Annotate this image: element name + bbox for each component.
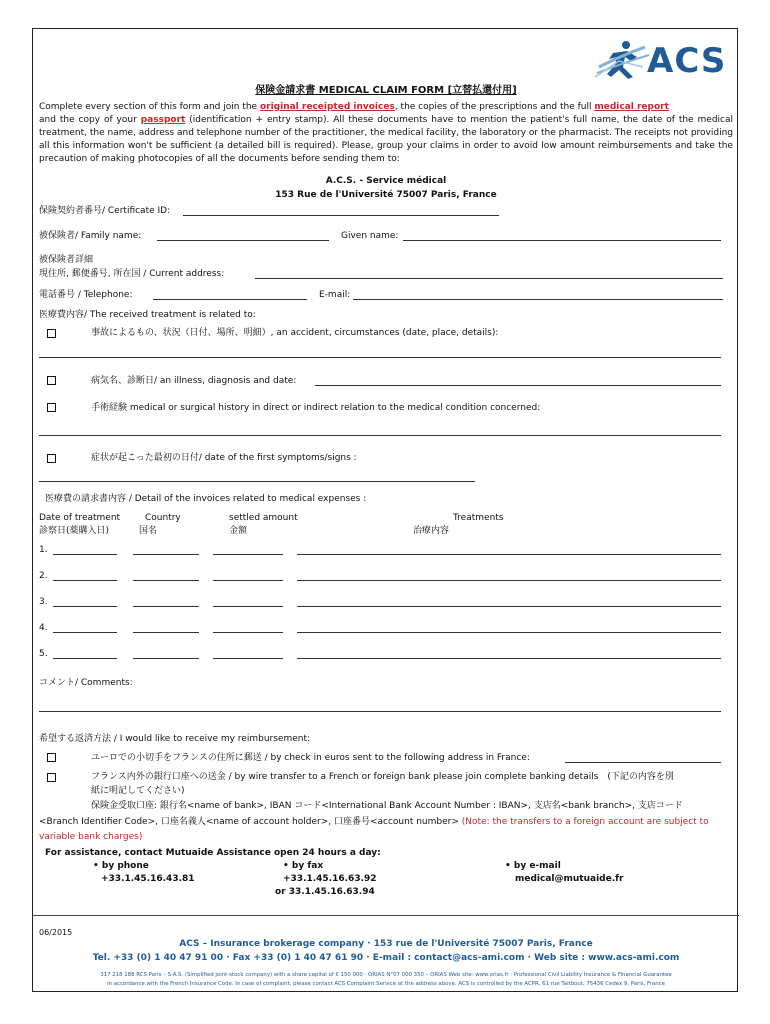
transfer-checkbox[interactable] [47, 773, 56, 782]
comments-label: コメント/ Comments: [39, 678, 133, 688]
insured-details-label: 被保険者詳細 [39, 255, 94, 265]
banking-details-cont: <Branch Identifier Code>, 口座名義人<name of account holder>, 口座番号<account number> (Note: the transfers to a foreign account are subject to [39, 817, 709, 827]
telephone-field[interactable] [153, 299, 307, 300]
col-amount-header-jp: 金額 [229, 526, 248, 536]
surgical-option: 手術経験 medical or surgical history in direct or indirect relation to the medical condition concerned: [91, 403, 541, 413]
illness-option: 病気名、診断日/ an illness, diagnosis and date: [91, 376, 297, 386]
invoice-amount-field[interactable] [213, 632, 283, 633]
invoice-treatment-field[interactable] [297, 580, 721, 581]
invoice-row-number: 1. [39, 545, 48, 555]
invoice-country-field[interactable] [133, 580, 199, 581]
symptoms-checkbox[interactable] [47, 454, 56, 463]
family-name-field[interactable] [157, 240, 329, 241]
reimbursement-heading: 希望する返済方法 / I would like to receive my reimbursement: [39, 734, 311, 744]
accident-details-field[interactable] [39, 357, 721, 358]
intro-paragraph: Complete every section of this form and join the original receipted invoices, the copies of the prescriptions and the full medical report and the copy of your passport (identification + entry stamp). All these documents have to mention the patient's full name, the date of the medical treatment, the name, address and telephone number of the practitioner, the medical facility, the laboratory or the pharmacist. The receipts not providing all this information won't be sufficient (a detailed bill is required). Please, group your claims in order to avoid low amount reimbursements and take the precaution of making photocopies of all the documents before sending them to: [39, 102, 733, 164]
invoices-heading: 医療費の請求書内容 / Detail of the invoices related to medical expenses : [45, 494, 367, 504]
surgical-checkbox[interactable] [47, 403, 56, 412]
col-date-header-jp: 診察日(薬購入日) [39, 526, 110, 536]
banking-details: 保険金受取口座: 銀行名<name of bank>, IBAN コード<International Bank Account Number : IBAN>, 支店名<bank branch>, 支店コード [91, 801, 683, 811]
symptoms-field[interactable] [39, 481, 475, 482]
invoice-country-field[interactable] [133, 632, 199, 633]
footer-divider [33, 915, 739, 916]
form-version-date: 06/2015 [39, 928, 73, 937]
current-address-label: 現住所, 郵便番号, 所在国 / Current address: [39, 269, 225, 279]
title-prefix: 保険金請求書 [255, 85, 319, 96]
invoice-amount-field[interactable] [213, 606, 283, 607]
invoice-row-number: 3. [39, 597, 48, 607]
col-date-header: Date of treatment [39, 513, 121, 523]
cheque-address-field[interactable] [565, 762, 721, 763]
assistance-fax-alt: or 33.1.45.16.63.94 [275, 887, 375, 897]
medical-report-link: medical report [594, 102, 669, 112]
address-line2: 153 Rue de l'Université 75007 Paris, France [275, 190, 497, 200]
logo-text: ACS [647, 41, 727, 81]
title-suffix: [立替払還付用] [447, 85, 517, 96]
email-field[interactable] [353, 299, 723, 300]
passport-link: passport [140, 115, 186, 125]
cheque-checkbox[interactable] [47, 753, 56, 762]
invoice-treatment-field[interactable] [297, 606, 721, 607]
address-line1: A.C.S. - Service médical [325, 176, 447, 186]
transfer-note-cont: variable bank charges) [39, 832, 143, 842]
invoice-row-number: 4. [39, 623, 48, 633]
assistance-fax: +33.1.45.16.63.92 [283, 874, 377, 884]
original-invoices-link: original receipted invoices [259, 102, 395, 112]
cheque-option: ユーロでの小切手をフランスの住所に郵送 / by check in euros sent to the following address in France: [91, 753, 530, 763]
invoice-date-field[interactable] [53, 632, 117, 633]
certificate-label: 保険契約者番号/ Certificate ID: [39, 206, 171, 216]
title-main: MEDICAL CLAIM FORM [318, 85, 448, 96]
col-amount-header: settled amount [229, 513, 298, 523]
invoice-amount-field[interactable] [213, 580, 283, 581]
comments-field[interactable] [39, 711, 721, 712]
col-treatments-header-jp: 治療内容 [413, 526, 450, 536]
invoice-treatment-field[interactable] [297, 658, 721, 659]
footer-legal-1: 317 218 188 RCS Paris – S.A.S. (Simplified joint-stock company) with a share capital of € 150 000 · ORIAS N°07 000 350 – ORIAS Web site: www.orias.fr · Professional Civil Liability Insurance & Financial Guarantee [100, 972, 672, 978]
family-name-label: 被保険者/ Family name: [39, 231, 142, 241]
fax-label: • by fax [283, 861, 324, 871]
assistance-phone: +33.1.45.16.43.81 [101, 874, 195, 884]
given-name-label: Given name: [341, 231, 399, 241]
symptoms-option: 症状が起こった最初の日付/ date of the first symptoms/signs : [91, 453, 357, 463]
email-label-assist: • by e-mail [505, 861, 561, 871]
email-label: E-mail: [319, 290, 351, 300]
invoice-row-number: 2. [39, 571, 48, 581]
invoice-date-field[interactable] [53, 658, 117, 659]
given-name-field[interactable] [403, 240, 721, 241]
invoice-amount-field[interactable] [213, 554, 283, 555]
transfer-option: フランス内外の銀行口座への送金 / by wire transfer to a French or foreign bank please join complete banking details (下記の内容を別 [91, 772, 674, 782]
col-treatments-header: Treatments [453, 513, 504, 523]
invoice-country-field[interactable] [133, 554, 199, 555]
illness-checkbox[interactable] [47, 376, 56, 385]
invoice-row-number: 5. [39, 649, 48, 659]
illness-field[interactable] [315, 385, 721, 386]
col-country-header-jp: 国名 [139, 526, 158, 536]
phone-label: • by phone [93, 861, 149, 871]
form-title [33, 81, 739, 96]
transfer-note: (Note: the transfers to a foreign account are subject to [458, 817, 709, 827]
invoice-date-field[interactable] [53, 580, 117, 581]
footer-contact: Tel. +33 (0) 1 40 47 91 00 · Fax +33 (0) 1 40 47 61 90 · E-mail : contact@acs-ami.com · Web site : www.acs-ami.com [92, 953, 680, 963]
invoice-date-field[interactable] [53, 554, 117, 555]
footer-legal-2: in accordance with the French Insurance Code. In case of complaint, please contact ACS Complaint Service at the address above. ACS is controlled by the ACPR, 61 rue Taitbout, 75436 Cedex 9, Paris, France [107, 981, 665, 987]
acs-logo [593, 37, 733, 83]
treatment-related-label: 医療費内容/ The received treatment is related to: [39, 310, 256, 320]
invoice-treatment-field[interactable] [297, 632, 721, 633]
surgical-details-field[interactable] [39, 435, 721, 436]
accident-checkbox[interactable] [47, 329, 56, 338]
footer-company: ACS – Insurance brokerage company · 153 rue de l'Université 75007 Paris, France [179, 939, 593, 949]
col-country-header: Country [145, 513, 181, 523]
assistance-heading: For assistance, contact Mutuaide Assistance open 24 hours a day: [45, 848, 381, 858]
invoice-country-field[interactable] [133, 606, 199, 607]
invoice-amount-field[interactable] [213, 658, 283, 659]
invoice-date-field[interactable] [53, 606, 117, 607]
invoice-treatment-field[interactable] [297, 554, 721, 555]
current-address-field[interactable] [255, 278, 723, 279]
telephone-label: 電話番号 / Telephone: [39, 290, 133, 300]
transfer-option-cont: 紙に明記してください) [91, 786, 185, 796]
accident-option: 事故によるもの、状況（日付、場所、明細）, an accident, circumstances (date, place, details): [91, 328, 499, 338]
invoice-country-field[interactable] [133, 658, 199, 659]
certificate-field[interactable] [183, 215, 499, 216]
claim-form-page [32, 28, 738, 992]
assistance-email[interactable]: medical@mutuaide.fr [515, 874, 624, 884]
